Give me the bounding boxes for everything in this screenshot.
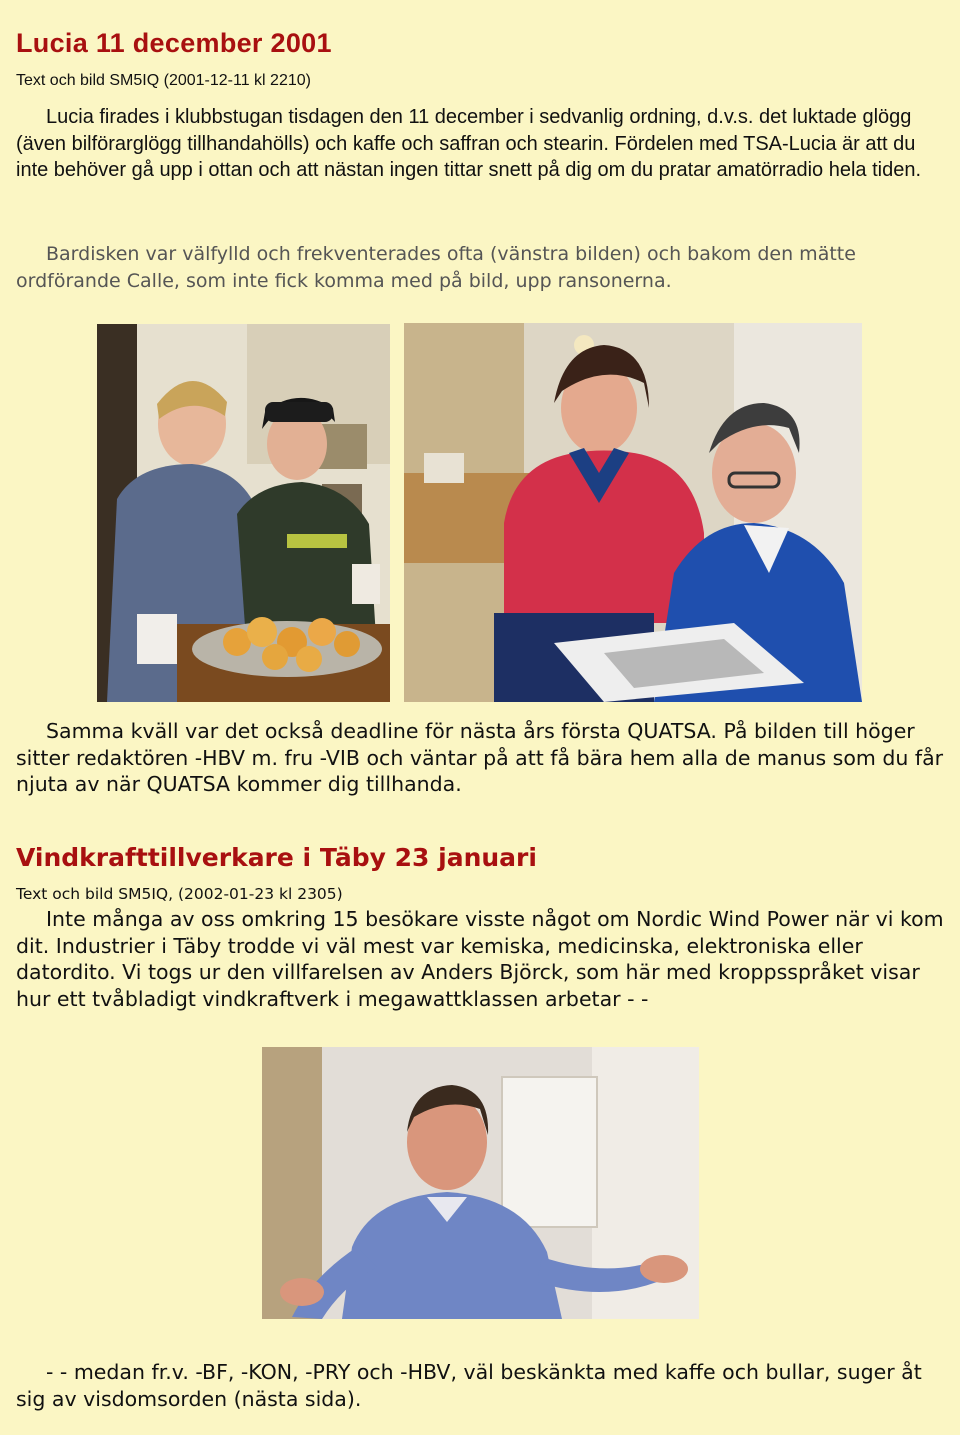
paragraph-lucia-intro: Lucia firades i klubbstugan tisdagen den 11 december i sedvanlig ordning, d.v.s. det luktade glögg (även bilförarglögg tillhandahölls) och kaffe och saffran och stearin. Fördelen med TSA-Lucia är att du inte behöver gå upp i ottan och att nästan ingen tittar snett på dig om du pratar amatörradio hela tiden. xyxy=(16,106,922,181)
paragraph-quatsa: Samma kväll var det också deadline för nästa års första QUATSA. På bilden till höger sitter redaktören -HBV m. fru -VIB och väntar på att få bära hem alla de manus som du får njuta av när QUATSA kommer dig tillhanda. xyxy=(16,719,944,796)
byline-lucia: Text och bild SM5IQ (2001-12-11 kl 2210) xyxy=(16,72,311,89)
byline-vindkraft: Text och bild SM5IQ, (2002-01-23 kl 2305) xyxy=(16,885,343,903)
section-title-lucia: Lucia 11 december 2001 xyxy=(16,28,332,58)
paragraph-nordic-wind: Inte många av oss omkring 15 besökare visste något om Nordic Wind Power när vi kom dit. Industrier i Täby trodde vi väl mest var kemiska, medicinska, elektroniska eller datordito. Vi togs ur den villfarelsen av Anders Björck, som här med kroppsspråket visar hur ett tvåbladigt vindkraftverk i megawattklassen arbetar - - xyxy=(16,907,944,1011)
paragraph-medan: - - medan fr.v. -BF, -KON, -PRY och -HBV, väl beskänkta med kaffe och bullar, suger åt sig av visdomsorden (nästa sida). xyxy=(16,1360,922,1411)
photo-bar-counter xyxy=(97,324,390,702)
section-title-vindkraft: Vindkrafttillverkare i Täby 23 januari xyxy=(16,843,537,872)
photo-editor-couple xyxy=(404,323,862,702)
photo-presenter xyxy=(262,1047,699,1319)
paragraph-bardisken: Bardisken var välfylld och frekventerades ofta (vänstra bilden) och bakom den mätte ordförande Calle, som inte fick komma med på bild, upp ransonerna. xyxy=(16,243,856,292)
